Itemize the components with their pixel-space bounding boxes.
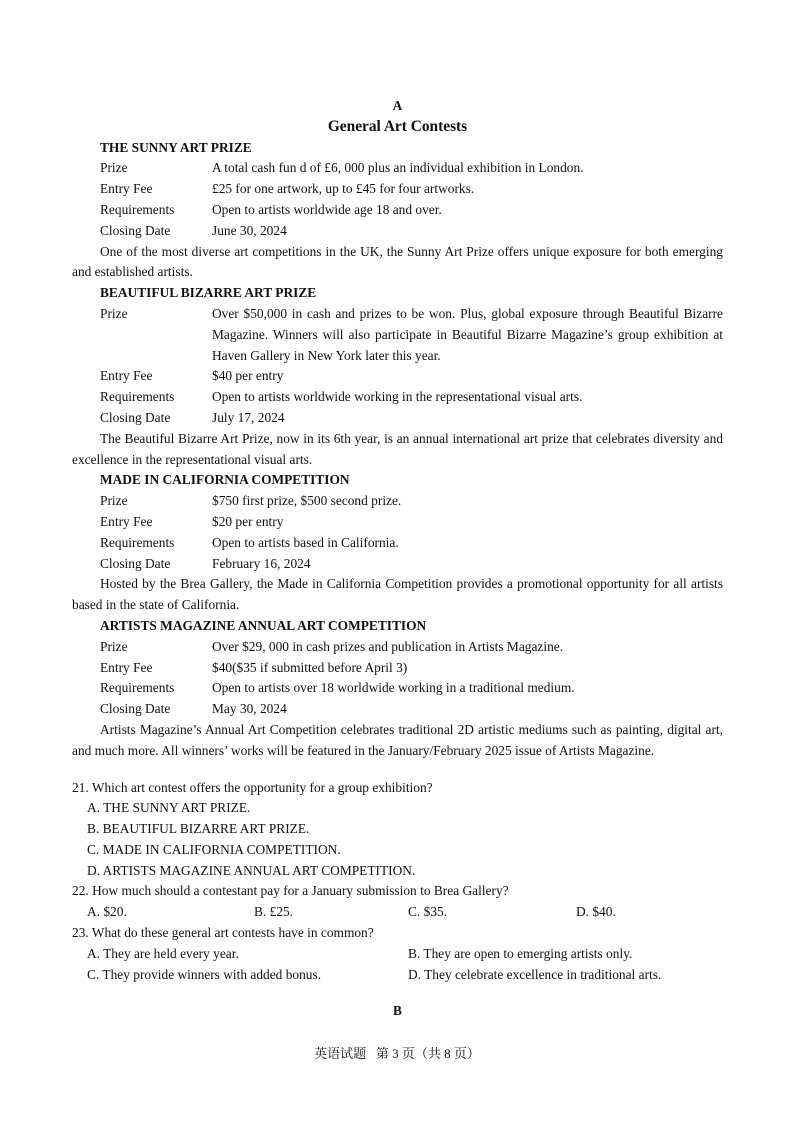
- row-label: Requirements: [100, 534, 175, 550]
- answer-option: B. £25.: [254, 904, 294, 920]
- row-label: Entry Fee: [100, 513, 153, 529]
- row-value: Over $29, 000 in cash prizes and publication in Artists Magazine.: [212, 638, 564, 654]
- contest-description: One of the most diverse art competitions in the UK, the Sunny Art Prize offers unique exposure for both emerging and established artists.: [72, 243, 723, 280]
- contest-row-prize: [72, 304, 723, 366]
- contest-row-closing-date: [72, 554, 723, 575]
- section-a-letter: A: [392, 98, 403, 113]
- row-value: $750 first prize, $500 second prize.: [212, 493, 402, 509]
- contest-row-prize: [72, 637, 723, 658]
- contest-title: ARTISTS MAGAZINE ANNUAL ART COMPETITION: [100, 617, 427, 633]
- contest-row-prize: [72, 158, 723, 179]
- contest-sunny-art-prize: [72, 138, 723, 284]
- answer-option: D. They celebrate excellence in traditional arts.: [408, 966, 662, 982]
- row-value: A total cash fun d of £6, 000 plus an individual exhibition in London.: [212, 160, 584, 176]
- row-label: Prize: [100, 305, 128, 321]
- row-value: Open to artists worldwide age 18 and over.: [212, 201, 442, 217]
- row-value: Open to artists over 18 worldwide working in a traditional medium.: [212, 680, 575, 696]
- contest-row-closing-date: [72, 699, 723, 720]
- contest-description: Artists Magazine’s Annual Art Competition celebrates traditional 2D artistic mediums such as painting, digital art, and much more. All winners’ works will be featured in the January/February 2025 issue of Artists Magazine.: [72, 721, 723, 758]
- contest-row-requirements: [72, 387, 723, 408]
- row-value: June 30, 2024: [212, 222, 287, 238]
- contest-beautiful-bizarre: [72, 283, 723, 470]
- answer-options-row: [72, 944, 723, 965]
- page-footer: 英语试题 第 3 页（共 8 页）: [314, 1046, 480, 1061]
- row-label: Entry Fee: [100, 659, 153, 675]
- contest-made-in-california: [72, 470, 723, 616]
- row-label: Requirements: [100, 201, 175, 217]
- contest-row-entry-fee: [72, 512, 723, 533]
- answer-option: C. $35.: [408, 904, 448, 920]
- section-b-letter: B: [393, 1003, 402, 1019]
- answer-option: A. They are held every year.: [87, 945, 239, 961]
- row-label: Prize: [100, 493, 128, 509]
- row-label: Prize: [100, 638, 128, 654]
- row-label: Closing Date: [100, 555, 171, 571]
- contest-description: Hosted by the Brea Gallery, the Made in California Competition provides a promotional opportunity for all artists based in the state of California.: [72, 576, 723, 613]
- row-label: Closing Date: [100, 222, 171, 238]
- answer-option: C. They provide winners with added bonus.: [87, 966, 322, 982]
- contest-title: THE SUNNY ART PRIZE: [100, 139, 252, 155]
- answer-option: A. THE SUNNY ART PRIZE.: [87, 800, 251, 816]
- row-label: Closing Date: [100, 409, 171, 425]
- row-value: July 17, 2024: [212, 409, 285, 425]
- question-21: [72, 778, 723, 882]
- answer-option: B. They are open to emerging artists only.: [408, 945, 633, 961]
- contest-row-prize: [72, 491, 723, 512]
- row-label: Entry Fee: [100, 368, 153, 384]
- question-23: [72, 923, 723, 985]
- row-label: Prize: [100, 160, 128, 176]
- question-22: [72, 881, 723, 923]
- row-value: Open to artists based in California.: [212, 534, 399, 550]
- question-stem: 22. How much should a contestant pay for a January submission to Brea Gallery?: [72, 883, 509, 899]
- question-stem: 23. What do these general art contests have in common?: [72, 925, 374, 941]
- answer-option: D. ARTISTS MAGAZINE ANNUAL ART COMPETITION.: [87, 862, 416, 878]
- contest-row-requirements: [72, 533, 723, 554]
- row-value: February 16, 2024: [212, 555, 311, 571]
- answer-option: D. $40.: [576, 904, 616, 920]
- contest-description: The Beautiful Bizarre Art Prize, now in its 6th year, is an annual international art prize that celebrates diversity and excellence in the representational visual arts.: [72, 430, 723, 467]
- contest-artists-magazine: [72, 616, 723, 762]
- question-stem: 21. Which art contest offers the opportunity for a group exhibition?: [72, 779, 433, 795]
- contest-row-entry-fee: [72, 179, 723, 200]
- contest-row-closing-date: [72, 408, 723, 429]
- row-label: Requirements: [100, 389, 175, 405]
- row-label: Requirements: [100, 680, 175, 696]
- contest-title: BEAUTIFUL BIZARRE ART PRIZE: [100, 285, 317, 301]
- contest-row-closing-date: [72, 221, 723, 242]
- section-title: General Art Contests: [327, 117, 468, 135]
- answer-option: C. MADE IN CALIFORNIA COMPETITION.: [87, 841, 341, 857]
- row-value: $20 per entry: [212, 513, 284, 529]
- answer-option: A. $20.: [87, 904, 127, 920]
- answer-options-row: [72, 902, 723, 923]
- contest-row-entry-fee: [72, 658, 723, 679]
- exam-page: [72, 96, 723, 1022]
- row-label: Entry Fee: [100, 181, 153, 197]
- contest-row-requirements: [72, 678, 723, 699]
- spacer: [72, 985, 723, 1001]
- answer-option: B. BEAUTIFUL BIZARRE ART PRIZE.: [87, 821, 310, 837]
- row-value: Open to artists worldwide working in the representational visual arts.: [212, 389, 583, 405]
- row-value: $40 per entry: [212, 368, 284, 384]
- spacer: [72, 762, 723, 778]
- row-value: $40($35 if submitted before April 3): [212, 659, 408, 675]
- contest-row-requirements: [72, 200, 723, 221]
- contest-title: MADE IN CALIFORNIA COMPETITION: [100, 472, 350, 488]
- row-value: May 30, 2024: [212, 701, 287, 717]
- row-value: Over $50,000 in cash and prizes to be won. Plus, global exposure through Beautiful Bizarre Magazine. Winners will also participate in Beautiful Bizarre Magazine’s group exhibition at Haven Gallery in New York later this year.: [212, 305, 723, 363]
- row-value: £25 for one artwork, up to £45 for four artworks.: [212, 181, 475, 197]
- row-label: Closing Date: [100, 701, 171, 717]
- contest-row-entry-fee: [72, 366, 723, 387]
- answer-options-row: [72, 965, 723, 986]
